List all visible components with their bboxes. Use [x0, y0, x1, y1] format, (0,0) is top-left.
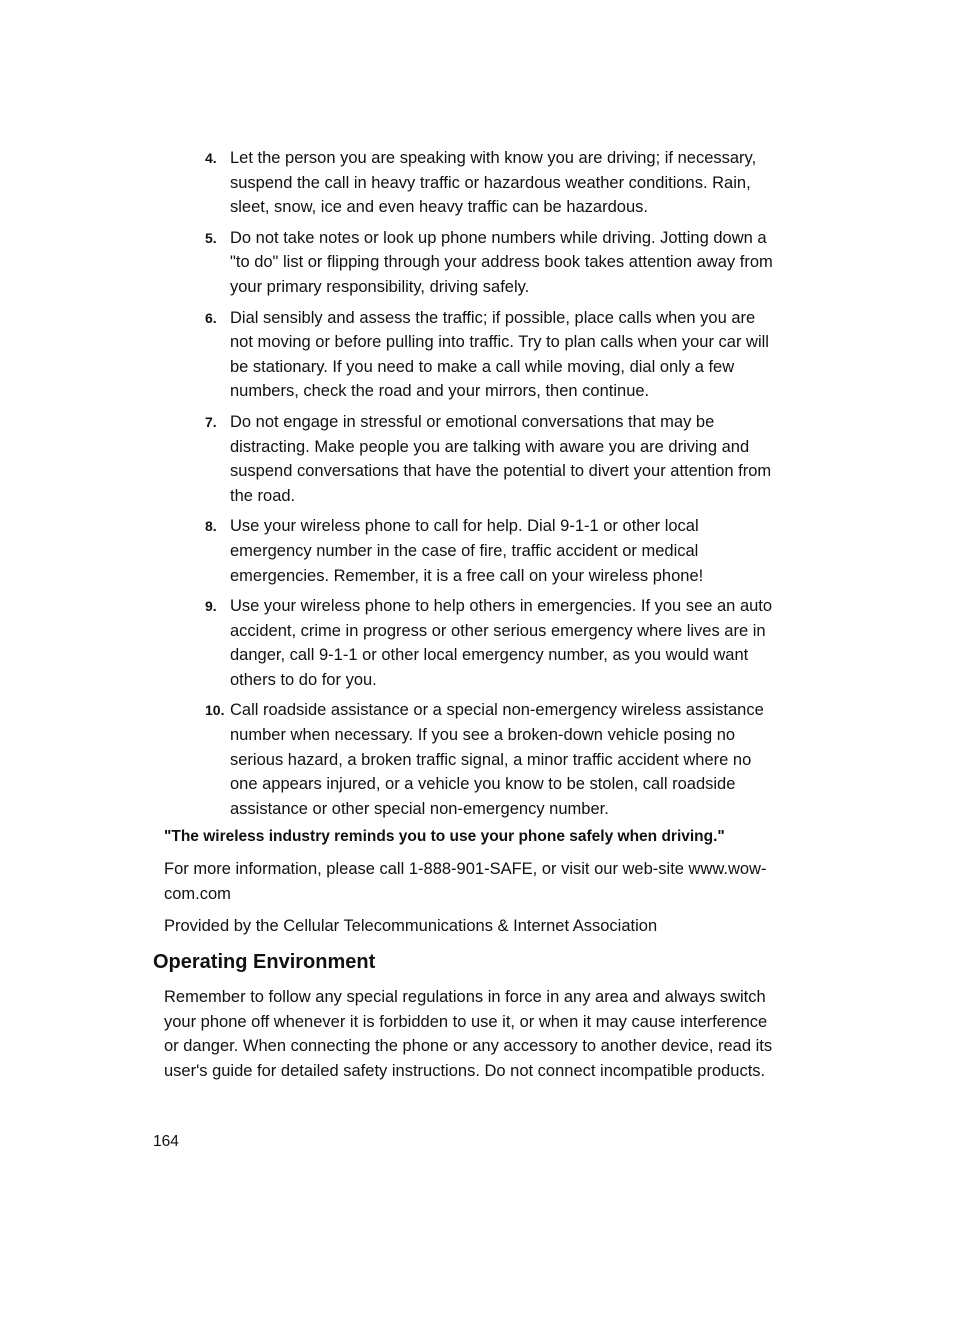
page-number: 164: [153, 1133, 179, 1150]
list-item-number: 4.: [205, 150, 217, 166]
list-item-number: 6.: [205, 309, 217, 326]
section-body: Remember to follow any special regulations in force in any area and always switch your phone off whenever it is forbidden to use it, or when it may cause interference or danger. When connecting the phone or any accessory to another device, read its user's guide for detailed safety instructions. Do not connect incompatible products.: [164, 988, 773, 1080]
list-item-text: Do not take notes or look up phone numbers while driving. Jotting down a "to do" list or flipping through your address book takes attention away from your primary responsibility, driving safely.: [230, 228, 773, 296]
section-heading: Operating Environment: [153, 951, 376, 973]
list-item-text: Do not engage in stressful or emotional conversations that may be distracting. Make people you are talking with aware you are driving and suspend conversations that have the potential to divert your attention from the road.: [230, 412, 772, 505]
list-item: [205, 514, 775, 588]
list-item: [205, 306, 775, 404]
list-item-number: 5.: [205, 229, 217, 246]
list-item: [205, 594, 775, 692]
provided-by-paragraph: Provided by the Cellular Telecommunications & Internet Association: [164, 917, 658, 935]
list-item-text: Dial sensibly and assess the traffic; if possible, place calls when you are not moving or before pulling into traffic. Try to plan calls when your car will be stationary. If you need to make a call while moving, dial only a few numbers, check the road and your mirrors, then continue.: [230, 308, 769, 401]
list-item-number: 10.: [205, 702, 225, 719]
list-item: [205, 410, 775, 508]
list-item-number: 8.: [205, 518, 217, 535]
list-item-text: Call roadside assistance or a special non-emergency wireless assistance number when necessary. If you see a broken-down vehicle posing no serious hazard, a broken traffic signal, a minor traffic accident where no one appears injured, or a vehicle you know to be stolen, call roadside assistance or other special non-emergency number.: [230, 701, 764, 818]
list-item: [205, 226, 775, 300]
list-item-text: Use your wireless phone to call for help. Dial 9-1-1 or other local emergency number in the case of fire, traffic accident or medical emergencies. Remember, it is a free call on your wireless phone!: [230, 517, 704, 585]
safety-reminder-quote: "The wireless industry reminds you to use your phone safely when driving.": [164, 828, 725, 845]
more-info-paragraph: For more information, please call 1-888-901-SAFE, or visit our web-site www.wow-com.com: [164, 860, 767, 903]
list-item-number: 7.: [205, 413, 217, 430]
safety-tips-list: [205, 146, 775, 827]
list-item-text: Use your wireless phone to help others in emergencies. If you see an auto accident, crime in progress or other serious emergency where lives are in danger, call 9-1-1 or other local emergency number, as you would want others to do for you.: [230, 597, 773, 689]
list-item: [205, 698, 775, 821]
list-item: [205, 146, 775, 220]
list-item-number: 9.: [205, 598, 217, 615]
list-item-text: Let the person you are speaking with know you are driving; if necessary, suspend the call in heavy traffic or hazardous weather conditions. Rain, sleet, snow, ice and even heavy traffic can be hazardous.: [230, 149, 757, 217]
